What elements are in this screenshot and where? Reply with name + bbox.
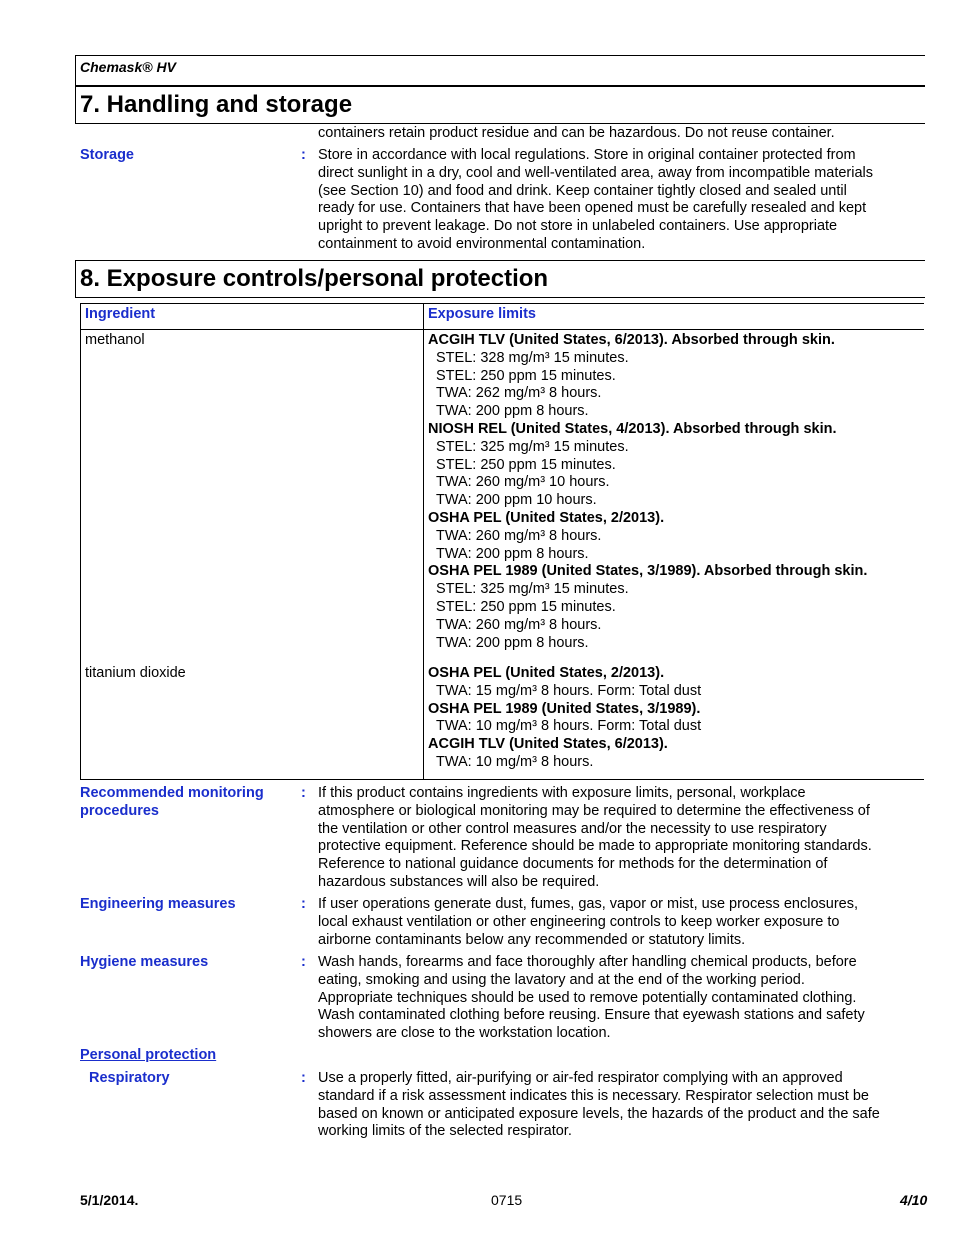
text-line: Wash hands, forearms and face thoroughly after handling chemical products, before — [318, 954, 857, 970]
text-line: eating, smoking and using the lavatory and at the end of the working period. — [318, 971, 805, 988]
table-border-bottom — [80, 779, 924, 780]
engineering-label: Engineering measures — [80, 896, 236, 912]
limit-value: TWA: 200 ppm 8 hours. — [436, 403, 589, 420]
limit-value: TWA: 262 mg/m³ 8 hours. — [436, 385, 602, 402]
respiratory-label: Respiratory — [89, 1070, 170, 1086]
storage-colon: : — [301, 147, 306, 163]
text-line: hazardous substances will also be required. — [318, 873, 600, 890]
limit-value: STEL: 250 ppm 15 minutes. — [436, 598, 616, 615]
table-border-top — [80, 303, 924, 304]
limit-heading: OSHA PEL 1989 (United States, 3/1989). Absorbed through skin. — [428, 563, 868, 580]
limit-value: STEL: 328 mg/m³ 15 minutes. — [436, 349, 629, 366]
hygiene-text — [318, 954, 865, 1043]
product-name: Chemask® HV — [80, 59, 176, 75]
limit-heading: OSHA PEL 1989 (United States, 3/1989). — [428, 700, 701, 717]
text-line: working limits of the selected respirator. — [318, 1123, 572, 1140]
respiratory-colon: : — [301, 1070, 306, 1086]
limit-value: TWA: 260 mg/m³ 8 hours. — [436, 527, 602, 544]
hygiene-label: Hygiene measures — [80, 954, 209, 970]
limit-value: TWA: 200 ppm 10 hours. — [436, 492, 597, 509]
text-line: airborne contaminants below any recommended or statutory limits. — [318, 931, 746, 948]
text-line: Reference to national guidance documents for methods for the determination of — [318, 856, 828, 873]
limit-value: TWA: 10 mg/m³ 8 hours. Form: Total dust — [436, 718, 702, 735]
limit-heading: NIOSH REL (United States, 4/2013). Absorbed through skin. — [428, 420, 837, 437]
limit-heading: OSHA PEL (United States, 2/2013). — [428, 665, 665, 681]
text-line: direct sunlight in a dry, cool and well-ventilated area, away from incompatible materials — [318, 164, 874, 181]
ingredient-titanium-dioxide: titanium dioxide — [85, 665, 186, 681]
table-column-divider — [423, 303, 424, 780]
text-line: atmosphere or biological monitoring may be required to determine the effectiveness of — [318, 802, 870, 819]
text-line: Appropriate techniques should be used to remove potentially contaminated clothing. — [318, 989, 857, 1006]
monitoring-text — [318, 785, 872, 892]
engineering-text — [318, 896, 858, 949]
methanol-limits — [428, 332, 867, 652]
text-line: ready for use. Containers that have been opened must be carefully resealed and kept — [318, 200, 867, 217]
text-line: the ventilation or other control measures and/or the necessity to use respiratory — [318, 820, 827, 837]
limit-value: STEL: 250 ppm 15 minutes. — [436, 456, 616, 473]
text-line: Use a properly fitted, air-purifying or air-fed respirator complying with an approved — [318, 1070, 843, 1086]
section-7-carryover-text: containers retain product residue and can be hazardous. Do not reuse container. — [318, 125, 835, 141]
footer-date: 5/1/2014. — [80, 1192, 139, 1208]
engineering-colon: : — [301, 896, 306, 912]
ingredient-methanol: methanol — [85, 332, 145, 348]
footer-code: 0715 — [491, 1192, 523, 1208]
text-line: If user operations generate dust, fumes, gas, vapor or mist, use process enclosures, — [318, 896, 858, 912]
limit-value: TWA: 15 mg/m³ 8 hours. Form: Total dust — [436, 682, 702, 699]
table-header-exposure-limits: Exposure limits — [428, 306, 536, 322]
limit-value: TWA: 260 mg/m³ 10 hours. — [436, 474, 610, 491]
respiratory-text — [318, 1070, 880, 1141]
text-line: based on known or anticipated exposure levels, the hazards of the product and the safe — [318, 1105, 880, 1122]
limit-heading: OSHA PEL (United States, 2/2013). — [428, 509, 665, 526]
storage-text — [318, 147, 873, 254]
limit-value: STEL: 325 mg/m³ 15 minutes. — [436, 438, 629, 455]
monitoring-label-line: Recommended monitoring — [80, 785, 264, 801]
limit-value: TWA: 200 ppm 8 hours. — [436, 545, 589, 562]
text-line: upright to prevent leakage. Do not store in unlabeled containers. Use appropriate — [318, 218, 838, 235]
limit-heading: ACGIH TLV (United States, 6/2013). — [428, 736, 668, 753]
limit-value: STEL: 250 ppm 15 minutes. — [436, 367, 616, 384]
text-line: protective equipment. Reference should be made to appropriate monitoring standards. — [318, 838, 872, 855]
monitoring-label — [80, 785, 264, 821]
limit-value: STEL: 325 mg/m³ 15 minutes. — [436, 581, 629, 598]
limit-value: TWA: 10 mg/m³ 8 hours. — [436, 753, 594, 770]
footer-page-number: 4/10 — [900, 1192, 928, 1208]
text-line: showers are close to the workstation location. — [318, 1025, 611, 1042]
table-header-ingredient: Ingredient — [85, 306, 156, 322]
text-line: local exhaust ventilation or other engineering controls to keep worker exposure to — [318, 913, 840, 930]
exposure-limits-table — [80, 303, 924, 780]
monitoring-label-line: procedures — [80, 802, 159, 819]
titanium-dioxide-limits — [428, 665, 701, 772]
personal-protection-heading: Personal protection — [80, 1047, 217, 1063]
section-8-title: 8. Exposure controls/personal protection — [80, 265, 549, 292]
limit-heading: ACGIH TLV (United States, 6/2013). Absorbed through skin. — [428, 332, 835, 348]
limit-value: TWA: 200 ppm 8 hours. — [436, 634, 589, 651]
text-line: Store in accordance with local regulations. Store in original container protected from — [318, 147, 856, 163]
section-7-title: 7. Handling and storage — [80, 91, 353, 118]
hygiene-colon: : — [301, 954, 306, 970]
text-line: standard if a risk assessment indicates this is necessary. Respirator selection must be — [318, 1087, 869, 1104]
table-border-left — [80, 303, 81, 780]
text-line: If this product contains ingredients with exposure limits, personal, workplace — [318, 785, 806, 801]
storage-label: Storage — [80, 147, 134, 163]
product-header-box — [75, 55, 925, 86]
limit-value: TWA: 260 mg/m³ 8 hours. — [436, 616, 602, 633]
text-line: containment to avoid environmental contamination. — [318, 235, 646, 252]
table-header-divider — [80, 329, 924, 330]
text-line: (see Section 10) and food and drink. Keep container tightly closed and sealed until — [318, 182, 847, 199]
text-line: Wash contaminated clothing before reusing. Ensure that eyewash stations and safety — [318, 1007, 865, 1024]
monitoring-colon: : — [301, 785, 306, 801]
